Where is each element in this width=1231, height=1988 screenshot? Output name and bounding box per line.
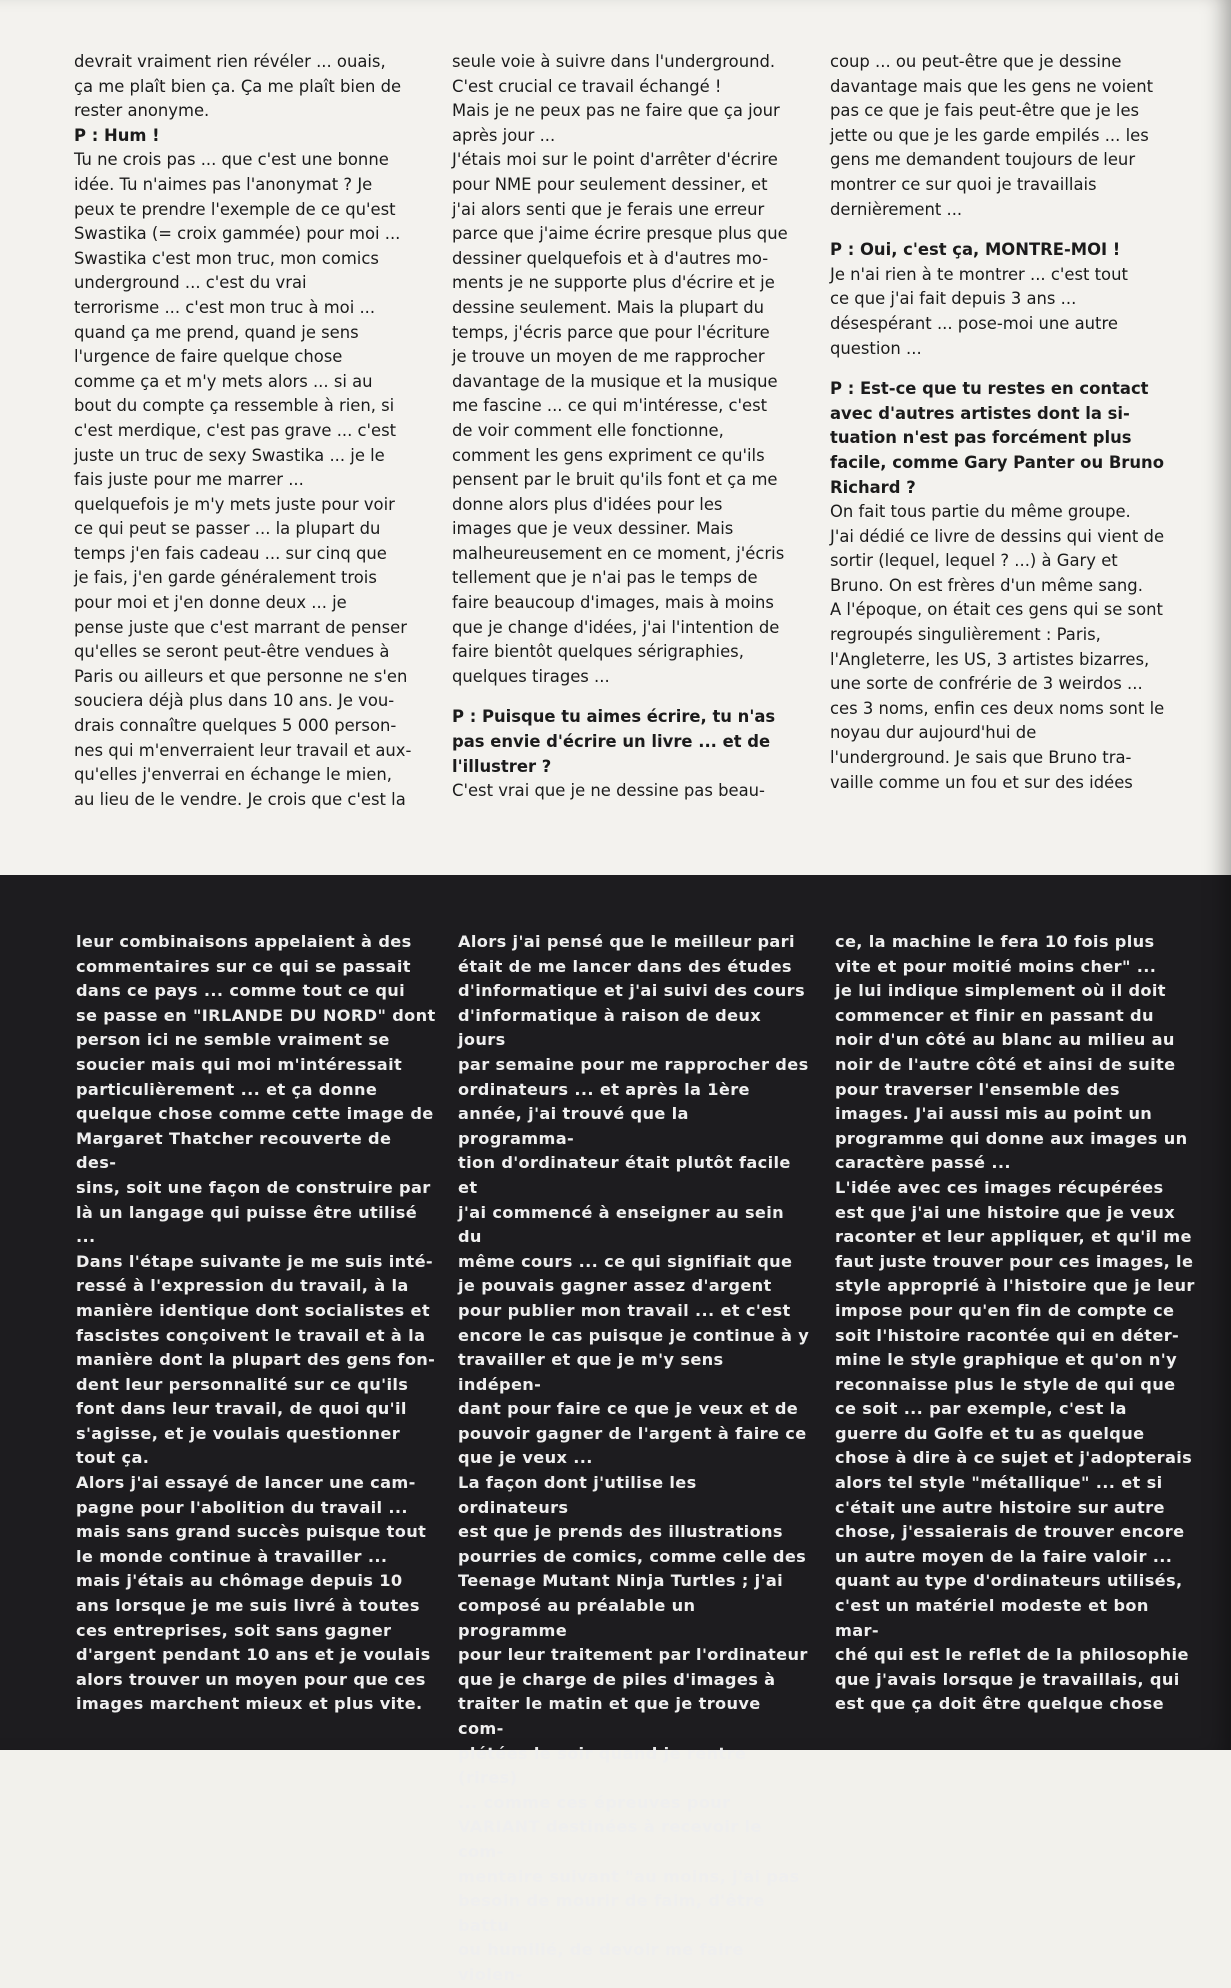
bottom-column-3	[835, 930, 1195, 1717]
question: P : Hum !	[74, 125, 160, 145]
question: P : Oui, c'est ça, MONTRE-MOI !	[830, 240, 1121, 260]
top-column-3	[830, 50, 1190, 795]
top-column-2	[452, 50, 807, 804]
question: P : Est-ce que tu restes en contact avec d'autres artistes dont la si- tuation n'est pas forcément plus facile, comme Gary Panter ou Bruno Richard ?	[830, 379, 1164, 497]
paragraph: coup ... ou peut-être que je dessine davantage mais que les gens ne voient pas ce que je fais peut-être que je les jette ou que je les garde empilés ... les gens me demandent toujours de leur montrer ce sur quoi je travaillais dernièrement ...	[830, 52, 1154, 219]
paragraph: C'est vrai que je ne dessine pas beau-	[452, 781, 765, 801]
interview-bottom-section	[0, 875, 1231, 1984]
paragraph: ce, la machine le fera 10 fois plus vite et pour moitié moins cher" ... je lui indique simplement où il doit commencer et finir en passant du noir d'un côté au blanc au milieu au noir de l'autre côté et ainsi de suite pour traverser l'ensemble des images. J'ai aussi mis au point un programme qui donne aux images un caractère passé ... L'idée avec ces images récupérées est que j'ai une histoire que je veux raconter et leur appliquer, et qu'il me faut juste trouver pour ces images, le style approprié à l'histoire que je leur impose pour qu'en fin de compte ce soit l'histoire racontée qui en déter- mine le style graphique et qu'on n'y reconnaisse plus le style de qui que ce soit ... par exemple, c'est la guerre du Golfe et tu as quelque chose à dire à ce sujet et j'adopterais alors tel style "métallique" ... et si c'était une autre histoire sur autre chose, j'essaierais de trouver encore un autre moyen de la faire valoir ... quant au type d'ordinateurs utilisés, c'est un matériel modeste et bon mar- ché qui est le reflet de la philosophie que j'avais lorsque je travaillais, qui est que ça doit être quelque chose	[835, 932, 1195, 1714]
question: P : Puisque tu aimes écrire, tu n'as pas envie d'écrire un livre ... et de l'illustrer ?	[452, 707, 776, 776]
bottom-column-1	[76, 930, 436, 1717]
paragraph: seule voie à suivre dans l'underground. C'est crucial ce travail échangé ! Mais je ne peux pas ne faire que ça jour après jour ... J'étais moi sur le point d'arrêter d'écrire pour NME pour seulement dessiner, et j'ai alors senti que je ferais une erreur parce que j'aime écrire presque plus que dessiner quelquefois et à d'autres mo- ments je ne supporte plus d'écrire et je dessine seulement. Mais la plupart du temps, j'écris parce que pour l'écriture je trouve un moyen de me rapprocher davantage de la musique et la musique me fascine ... ce qui m'intéresse, c'est de voir comment elle fonctionne, comment les gens expriment ce qu'ils pensent par le bruit qu'ils font et ça me donne alors plus d'idées pour les images que je veux dessiner. Mais malheureusement en ce moment, j'écris tellement que je n'ai pas le temps de faire beaucoup d'images, mais à moins que je change d'idées, j'ai l'intention de faire bientôt quelques sérigraphies, quelques tirages ...	[452, 52, 788, 686]
top-column-1	[74, 50, 434, 812]
interview-top-section	[0, 0, 1231, 875]
paragraph: Tu ne crois pas ... que c'est une bonne idée. Tu n'aimes pas l'anonymat ? Je peux te prendre l'exemple de ce qu'est Swastika (= croix gammée) pour moi ... Swastika c'est mon truc, mon comics underground ... c'est du vrai terrorisme ... c'est mon truc à moi ... quand ça me prend, quand je sens l'urgence de faire quelque chose comme ça et m'y mets alors ... si au bout du compte ça ressemble à rien, si c'est merdique, c'est pas grave ... c'est juste un truc de sexy Swastika ... je le fais juste pour me marrer ... quelquefois je m'y mets juste pour voir ce qui peut se passer ... la plupart du temps j'en fais cadeau ... sur cinq que je fais, j'en garde généralement trois pour moi et j'en donne deux ... je pense juste que c'est marrant de penser qu'elles se seront peut-être vendues à Paris ou ailleurs et que personne ne s'en souciera déjà plus dans 10 ans. Je vou- drais connaître quelques 5 000 person- nes qui m'enverraient leur travail et aux- qu'elles j'enverrai en échange le mien, au lieu de le vendre. Je crois que c'est la	[74, 150, 412, 809]
bottom-column-2	[458, 930, 810, 1988]
paragraph: On fait tous partie du même groupe. J'ai dédié ce livre de dessins qui vient de sortir (lequel, lequel ? ...) à Gary et Bruno. On est frères d'un même sang. A l'époque, on était ces gens qui se sont regroupés singulièrement : Paris, l'Angleterre, les US, 3 artistes bizarres, une sorte de confrérie de 3 weirdos ... ces 3 noms, enfin ces deux noms sont le noyau dur aujourd'hui de l'underground. Je sais que Bruno tra- vaille comme un fou et sur des idées	[830, 502, 1165, 792]
paragraph: devrait vraiment rien révéler ... ouais, ça me plaît bien ça. Ça me plaît bien de rester anonyme.	[74, 52, 402, 121]
paragraph: Alors j'ai pensé que le meilleur pari était de me lancer dans des études d'informatique et j'ai suivi des cours d'informatique à raison de deux jours par semaine pour me rapprocher des ordinateurs ... et après la 1ère année, j'ai trouvé que la programma- tion d'ordinateur était plutôt facile et j'ai commencé à enseigner au sein du même cours ... ce qui signifiait que je pouvais gagner assez d'argent pour publier mon travail ... et c'est encore le cas puisque je continue à y travailler et que je m'y sens indépen- dant pour faire ce que je veux et de pouvoir gagner de l'argent à faire ce que je veux ... La façon dont j'utilise les ordinateurs est que je prends des illustrations pourries de comics, comme celle des Teenage Mutant Ninja Turtles ; j'ai composé au préalable un programme pour leur traitement par l'ordinateur que je charge de piles d'images à traiter le matin et que je trouve com- plétées le soir quand je rentre (rires) ... comme ces épreuves pour VARIANT destinées à recevoir le com- mentaire suivant "au moins, j'ai pas besoin de mourir de faim, d'être battu ou humilié, de devoir me faire violen-	[458, 932, 810, 1984]
paragraph: leur combinaisons appelaient à des commentaires sur ce qui se passait dans ce pays ... comme tout ce qui se passe en "IRLANDE DU NORD" dont person ici ne semble vraiment se soucier mais qui moi m'intéressait particulièrement ... et ça donne quelque chose comme cette image de Margaret Thatcher recouverte de des- sins, soit une façon de construire par là un langage qui puisse être utilisé ... Dans l'étape suivante je me suis inté- ressé à l'expression du travail, à la manière identique dont socialistes et fascistes conçoivent le travail et à la manière dont la plupart des gens fon- dent leur personnalité sur ce qu'ils font dans leur travail, de quoi qu'il s'agisse, et je voulais questionner tout ça. Alors j'ai essayé de lancer une cam- pagne pour l'abolition du travail ... mais sans grand succès puisque tout le monde continue à travailler ... mais j'étais au chômage depuis 10 ans lorsque je me suis livré à toutes ces entreprises, soit sans gagner d'argent pendant 10 ans et je voulais alors trouver un moyen pour que ces images marchent mieux et plus vite.	[76, 932, 436, 1714]
paragraph: Je n'ai rien à te montrer ... c'est tout ce que j'ai fait depuis 3 ans ... désespérant ... pose-moi une autre question ...	[830, 264, 1128, 358]
